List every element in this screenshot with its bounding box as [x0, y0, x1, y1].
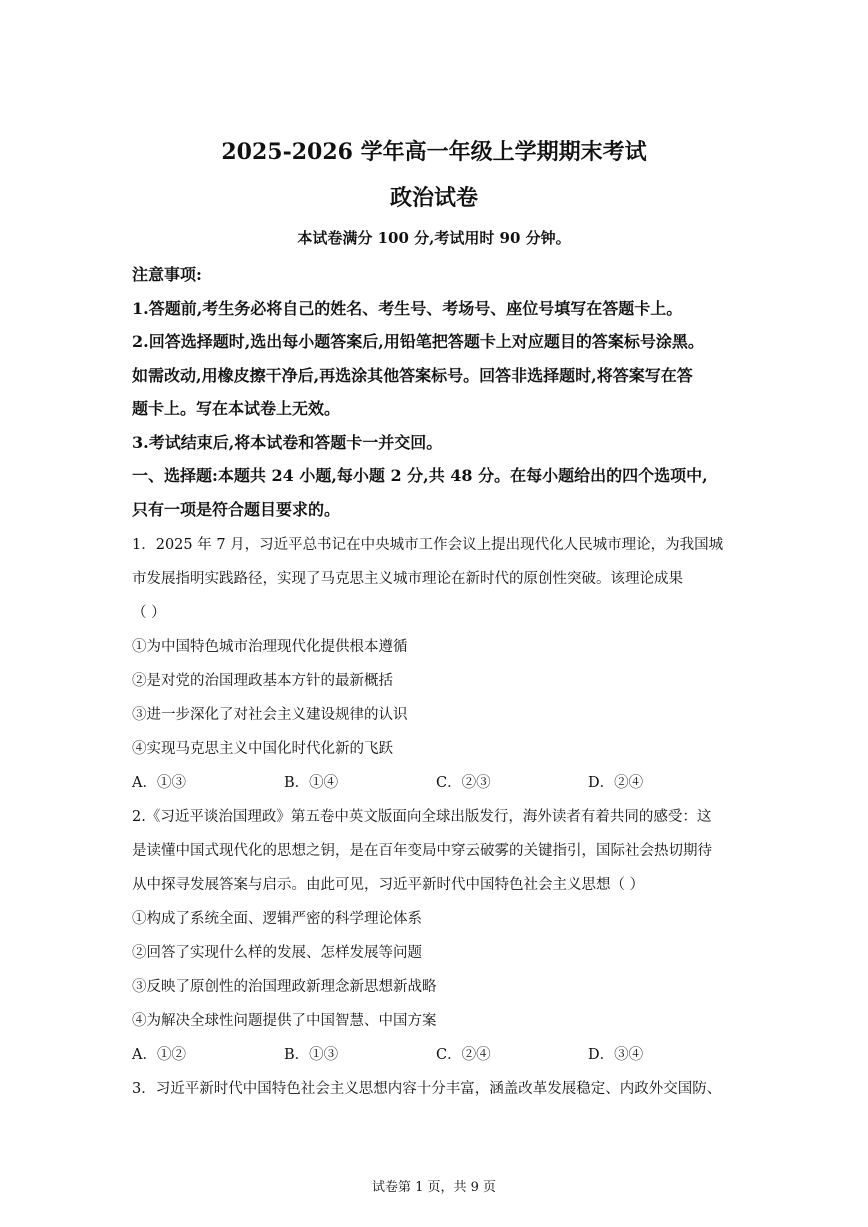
question-options [132, 1038, 752, 1072]
question-item: ③进一步深化了对社会主义建设规律的认识 [132, 707, 408, 723]
question-3 [132, 1072, 752, 1106]
question-stem-line: 3．习近平新时代中国特色社会主义思想内容十分丰富，涵盖改革发展稳定、内政外交国防、 [132, 1081, 722, 1097]
question-options [132, 766, 752, 800]
instruction-line: 2.回答选择题时,选出每小题答案后,用铅笔把答题卡上对应题目的答案标号涂黑。 [132, 332, 704, 351]
option-a: A．①② [132, 1047, 186, 1063]
instruction-line: 题卡上。写在本试卷上无效。 [132, 399, 341, 418]
section-heading-line: 只有一项是符合题目要求的。 [132, 499, 341, 519]
question-1 [132, 528, 752, 800]
instruction-line: 如需改动,用橡皮擦干净后,再选涂其他答案标号。回答非选择题时,将答案写在答 [132, 365, 693, 385]
question-stem-line: 是读懂中国式现代化的思想之钥，是在百年变局中穿云破雾的关键指引，国际社会热切期待 [132, 843, 712, 859]
question-item: ④实现马克思主义中国化时代化新的飞跃 [132, 741, 393, 757]
question-stem-line: 1．2025 年 7 月，习近平总书记在中央城市工作会议上提出现代化人民城市理论，为我国城 [132, 537, 724, 553]
option-b: B．①④ [284, 775, 339, 791]
question-item: ①构成了系统全面、逻辑严密的科学理论体系 [132, 911, 422, 927]
question-2 [132, 800, 752, 1072]
exam-note: 本试卷满分 100 分,考试用时 90 分钟。 [297, 229, 571, 247]
question-stem-line: 2.《习近平谈治国理政》第五卷中英文版面向全球出版发行，海外读者有着共同的感受：这 [132, 809, 712, 825]
option-d: D．②④ [588, 775, 644, 791]
question-stem-line: （ ） [132, 605, 166, 621]
question-item: ①为中国特色城市治理现代化提供根本遵循 [132, 639, 408, 655]
question-stem-line: 市发展指明实践路径，实现了马克思主义城市理论在新时代的原创性突破。该理论成果 [132, 571, 683, 587]
instructions-heading: 注意事项: [132, 265, 202, 284]
exam-subject: 政治试卷 [389, 185, 478, 211]
option-d: D．③④ [588, 1047, 644, 1063]
exam-title: 2025-2026 学年高一年级上学期期末考试 [221, 139, 647, 165]
question-item: ②是对党的治国理政基本方针的最新概括 [132, 673, 393, 689]
question-stem-line: 从中探寻发展答案与启示。由此可见，习近平新时代中国特色社会主义思想（ ） [132, 877, 645, 893]
question-item: ④为解决全球性问题提供了中国智慧、中国方案 [132, 1013, 437, 1029]
question-item: ③反映了原创性的治国理政新理念新思想新战略 [132, 979, 437, 995]
instruction-line: 1.答题前,考生务必将自己的姓名、考生号、考场号、座位号填写在答题卡上。 [132, 298, 683, 318]
instruction-line: 3.考试结束后,将本试卷和答题卡一并交回。 [132, 432, 443, 452]
option-a: A．①③ [132, 775, 186, 791]
option-c: C．②④ [436, 1047, 491, 1063]
section-heading-line: 一、选择题:本题共 24 小题,每小题 2 分,共 48 分。在每小题给出的四个选项中, [132, 466, 708, 485]
instructions-block [132, 258, 752, 526]
page-footer: 试卷第 1 页，共 9 页 [371, 1180, 497, 1195]
question-item: ②回答了实现什么样的发展、怎样发展等问题 [132, 945, 422, 961]
option-c: C．②③ [436, 775, 491, 791]
option-b: B．①③ [284, 1047, 339, 1063]
